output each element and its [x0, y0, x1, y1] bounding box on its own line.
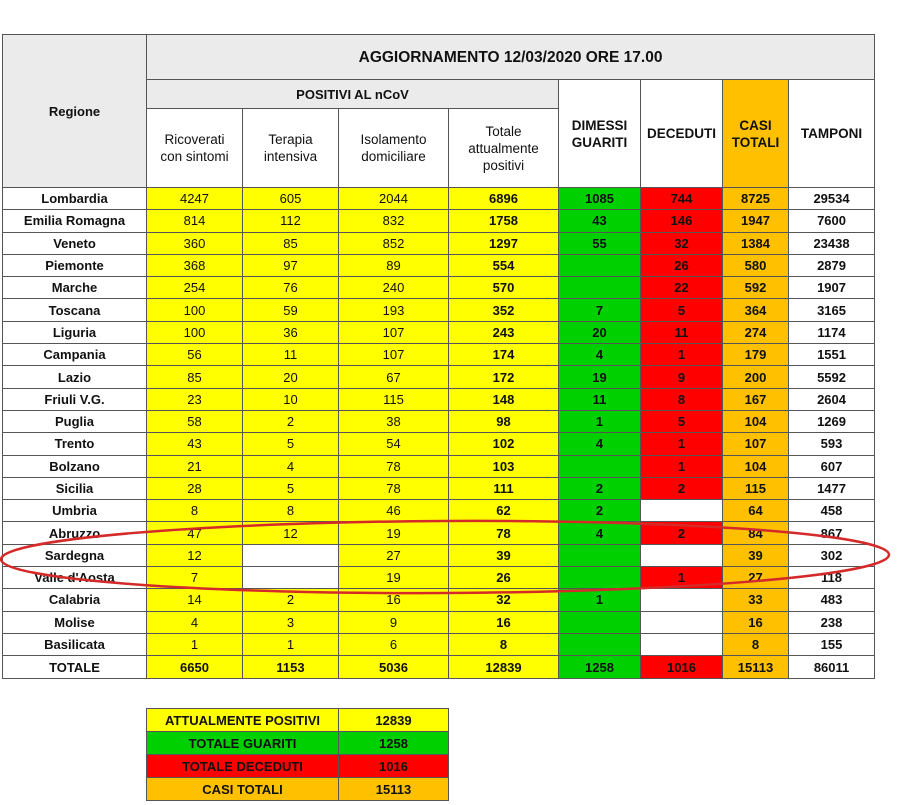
cell-tot: 103 [449, 455, 559, 477]
header-region: Regione [3, 35, 147, 188]
cell-ter: 85 [243, 232, 339, 254]
cell-ter: 20 [243, 366, 339, 388]
summary-label: TOTALE DECEDUTI [147, 755, 339, 778]
cell-dec: 8 [641, 388, 723, 410]
cell-dec: 1 [641, 567, 723, 589]
cell-dec: 5 [641, 410, 723, 432]
region-name: Lombardia [3, 188, 147, 210]
cell-tamp: 5592 [789, 366, 875, 388]
cell-casi: 200 [723, 366, 789, 388]
cell-ric: 360 [147, 232, 243, 254]
table-row [3, 589, 875, 611]
table-row [3, 455, 875, 477]
cell-iso: 832 [339, 210, 449, 232]
cell-tot: 32 [449, 589, 559, 611]
region-name: Trento [3, 433, 147, 455]
cell-dec: 1 [641, 455, 723, 477]
region-name: Abruzzo [3, 522, 147, 544]
table-row [3, 232, 875, 254]
cell-casi: 1947 [723, 210, 789, 232]
cell-ric: 85 [147, 366, 243, 388]
cell-iso: 46 [339, 500, 449, 522]
cell-dec: 2 [641, 522, 723, 544]
table-row [3, 388, 875, 410]
cell-casi: 84 [723, 522, 789, 544]
cell-ric: 43 [147, 433, 243, 455]
region-name: Basilicata [3, 633, 147, 655]
total-iso: 5036 [339, 656, 449, 679]
cell-dim: 43 [559, 210, 641, 232]
cell-casi: 64 [723, 500, 789, 522]
summary-label: ATTUALMENTE POSITIVI [147, 709, 339, 732]
total-tot: 12839 [449, 656, 559, 679]
cell-ter: 12 [243, 522, 339, 544]
cell-ter: 36 [243, 321, 339, 343]
cell-ter: 11 [243, 344, 339, 366]
header-ricoverati: Ricoverati con sintomi [147, 109, 243, 188]
cell-dim: 20 [559, 321, 641, 343]
cell-tamp: 1551 [789, 344, 875, 366]
cell-ric: 4 [147, 611, 243, 633]
cell-dec [641, 611, 723, 633]
cell-casi: 580 [723, 254, 789, 276]
cell-dim: 55 [559, 232, 641, 254]
table-row [3, 544, 875, 566]
cell-casi: 592 [723, 277, 789, 299]
region-name: Emilia Romagna [3, 210, 147, 232]
cell-dec: 11 [641, 321, 723, 343]
cell-tamp: 302 [789, 544, 875, 566]
summary-row [147, 709, 449, 732]
summary-table [146, 708, 449, 801]
table-row [3, 344, 875, 366]
cell-dim: 2 [559, 477, 641, 499]
cell-iso: 193 [339, 299, 449, 321]
table-row [3, 410, 875, 432]
cell-iso: 16 [339, 589, 449, 611]
total-region: TOTALE [3, 656, 147, 679]
region-name: Toscana [3, 299, 147, 321]
cell-dim: 2 [559, 500, 641, 522]
cell-ter: 97 [243, 254, 339, 276]
cell-dim [559, 277, 641, 299]
cell-tamp: 1907 [789, 277, 875, 299]
cell-ter: 5 [243, 477, 339, 499]
header-terapia: Terapia intensiva [243, 109, 339, 188]
cell-iso: 78 [339, 477, 449, 499]
header-isolamento: Isolamento domiciliare [339, 109, 449, 188]
cell-iso: 240 [339, 277, 449, 299]
cell-ter: 2 [243, 410, 339, 432]
summary-row [147, 732, 449, 755]
cell-dim [559, 567, 641, 589]
cell-tot: 1297 [449, 232, 559, 254]
region-name: Calabria [3, 589, 147, 611]
cell-tamp: 2879 [789, 254, 875, 276]
cell-tot: 1758 [449, 210, 559, 232]
cell-ter: 4 [243, 455, 339, 477]
total-tamp: 86011 [789, 656, 875, 679]
region-name: Friuli V.G. [3, 388, 147, 410]
summary-label: CASI TOTALI [147, 778, 339, 801]
summary-value: 12839 [339, 709, 449, 732]
region-name: Molise [3, 611, 147, 633]
total-casi: 15113 [723, 656, 789, 679]
summary-label: TOTALE GUARITI [147, 732, 339, 755]
cell-tamp: 483 [789, 589, 875, 611]
cell-ric: 47 [147, 522, 243, 544]
cell-dim: 1085 [559, 188, 641, 210]
table-row [3, 611, 875, 633]
cell-ric: 7 [147, 567, 243, 589]
header-update: AGGIORNAMENTO 12/03/2020 ORE 17.00 [147, 35, 875, 80]
cell-iso: 115 [339, 388, 449, 410]
cell-casi: 33 [723, 589, 789, 611]
cell-casi: 16 [723, 611, 789, 633]
region-name: Liguria [3, 321, 147, 343]
cell-tot: 174 [449, 344, 559, 366]
cell-iso: 9 [339, 611, 449, 633]
cell-iso: 852 [339, 232, 449, 254]
table-row [3, 299, 875, 321]
region-name: Sardegna [3, 544, 147, 566]
table-row [3, 188, 875, 210]
cell-ric: 814 [147, 210, 243, 232]
cell-dim [559, 611, 641, 633]
cell-dec [641, 633, 723, 655]
cell-tot: 570 [449, 277, 559, 299]
table-row [3, 522, 875, 544]
cell-dim: 1 [559, 589, 641, 611]
table-row [3, 500, 875, 522]
total-dim: 1258 [559, 656, 641, 679]
cell-dec: 1 [641, 344, 723, 366]
cell-iso: 89 [339, 254, 449, 276]
cell-dim [559, 455, 641, 477]
table-body [3, 188, 875, 679]
region-name: Umbria [3, 500, 147, 522]
table-row [3, 433, 875, 455]
cell-tamp: 458 [789, 500, 875, 522]
cell-iso: 78 [339, 455, 449, 477]
region-name: Bolzano [3, 455, 147, 477]
cell-tamp: 1477 [789, 477, 875, 499]
cell-casi: 1384 [723, 232, 789, 254]
cell-tot: 8 [449, 633, 559, 655]
cell-tot: 98 [449, 410, 559, 432]
cell-dim: 11 [559, 388, 641, 410]
table-row [3, 567, 875, 589]
cell-ter: 8 [243, 500, 339, 522]
cell-ric: 4247 [147, 188, 243, 210]
cell-ter [243, 544, 339, 566]
cell-dec: 744 [641, 188, 723, 210]
cell-ric: 56 [147, 344, 243, 366]
cell-dim: 1 [559, 410, 641, 432]
region-name: Marche [3, 277, 147, 299]
cell-dim: 19 [559, 366, 641, 388]
cell-iso: 107 [339, 321, 449, 343]
cell-tot: 102 [449, 433, 559, 455]
cell-tot: 39 [449, 544, 559, 566]
total-ter: 1153 [243, 656, 339, 679]
cell-dec: 2 [641, 477, 723, 499]
cell-ter: 5 [243, 433, 339, 455]
cell-casi: 8 [723, 633, 789, 655]
region-name: Campania [3, 344, 147, 366]
cell-tamp: 1174 [789, 321, 875, 343]
cell-ric: 28 [147, 477, 243, 499]
cell-tamp: 593 [789, 433, 875, 455]
cell-tot: 111 [449, 477, 559, 499]
cell-ric: 254 [147, 277, 243, 299]
cell-ter: 1 [243, 633, 339, 655]
cell-tamp: 155 [789, 633, 875, 655]
cell-casi: 39 [723, 544, 789, 566]
cell-tamp: 29534 [789, 188, 875, 210]
cell-tamp: 238 [789, 611, 875, 633]
cell-iso: 38 [339, 410, 449, 432]
summary-row [147, 755, 449, 778]
cell-ter: 76 [243, 277, 339, 299]
cell-ric: 100 [147, 321, 243, 343]
summary-value: 15113 [339, 778, 449, 801]
cell-dec: 9 [641, 366, 723, 388]
cell-dim [559, 544, 641, 566]
cell-ric: 8 [147, 500, 243, 522]
region-name: Veneto [3, 232, 147, 254]
cell-casi: 104 [723, 455, 789, 477]
header-deceduti: DECEDUTI [641, 80, 723, 188]
cell-dim [559, 254, 641, 276]
cell-dim: 4 [559, 344, 641, 366]
cell-dim: 4 [559, 433, 641, 455]
cell-ric: 1 [147, 633, 243, 655]
total-dec: 1016 [641, 656, 723, 679]
cell-casi: 179 [723, 344, 789, 366]
header-dimessi: DIMESSI GUARITI [559, 80, 641, 188]
cell-casi: 364 [723, 299, 789, 321]
cell-tot: 16 [449, 611, 559, 633]
header-casi: CASI TOTALI [723, 80, 789, 188]
covid-regional-table [2, 34, 875, 679]
cell-tamp: 3165 [789, 299, 875, 321]
cell-dec: 26 [641, 254, 723, 276]
cell-tamp: 1269 [789, 410, 875, 432]
total-row [3, 656, 875, 679]
cell-iso: 19 [339, 522, 449, 544]
cell-iso: 19 [339, 567, 449, 589]
cell-casi: 107 [723, 433, 789, 455]
cell-iso: 67 [339, 366, 449, 388]
cell-ter: 2 [243, 589, 339, 611]
cell-casi: 27 [723, 567, 789, 589]
cell-tot: 172 [449, 366, 559, 388]
cell-tamp: 7600 [789, 210, 875, 232]
cell-dec [641, 544, 723, 566]
cell-dec: 146 [641, 210, 723, 232]
table-row [3, 254, 875, 276]
cell-casi: 104 [723, 410, 789, 432]
cell-dec: 5 [641, 299, 723, 321]
region-name: Sicilia [3, 477, 147, 499]
cell-dec [641, 500, 723, 522]
cell-tamp: 607 [789, 455, 875, 477]
cell-ter [243, 567, 339, 589]
summary-row [147, 778, 449, 801]
table-row [3, 633, 875, 655]
region-name: Valle d'Aosta [3, 567, 147, 589]
total-ric: 6650 [147, 656, 243, 679]
cell-iso: 6 [339, 633, 449, 655]
cell-casi: 274 [723, 321, 789, 343]
cell-tot: 148 [449, 388, 559, 410]
cell-casi: 115 [723, 477, 789, 499]
cell-ric: 58 [147, 410, 243, 432]
header-tamponi: TAMPONI [789, 80, 875, 188]
region-name: Lazio [3, 366, 147, 388]
cell-tot: 78 [449, 522, 559, 544]
cell-ric: 100 [147, 299, 243, 321]
header-positivi: POSITIVI AL nCoV [147, 80, 559, 109]
table-row [3, 321, 875, 343]
cell-tot: 554 [449, 254, 559, 276]
summary-value: 1016 [339, 755, 449, 778]
cell-ter: 3 [243, 611, 339, 633]
cell-ter: 605 [243, 188, 339, 210]
cell-ter: 59 [243, 299, 339, 321]
cell-tamp: 2604 [789, 388, 875, 410]
cell-casi: 167 [723, 388, 789, 410]
cell-tamp: 118 [789, 567, 875, 589]
cell-ter: 112 [243, 210, 339, 232]
cell-dec: 1 [641, 433, 723, 455]
cell-ter: 10 [243, 388, 339, 410]
cell-dim: 7 [559, 299, 641, 321]
table-row [3, 277, 875, 299]
cell-iso: 54 [339, 433, 449, 455]
region-name: Puglia [3, 410, 147, 432]
cell-iso: 2044 [339, 188, 449, 210]
cell-ric: 23 [147, 388, 243, 410]
cell-dec: 22 [641, 277, 723, 299]
table-row [3, 366, 875, 388]
cell-tot: 26 [449, 567, 559, 589]
cell-tot: 62 [449, 500, 559, 522]
cell-dim [559, 633, 641, 655]
summary-value: 1258 [339, 732, 449, 755]
cell-iso: 27 [339, 544, 449, 566]
cell-iso: 107 [339, 344, 449, 366]
cell-tot: 352 [449, 299, 559, 321]
header-totale-positivi: Totale attualmente positivi [449, 109, 559, 188]
table-row [3, 210, 875, 232]
cell-dec: 32 [641, 232, 723, 254]
cell-dim: 4 [559, 522, 641, 544]
cell-dec [641, 589, 723, 611]
cell-casi: 8725 [723, 188, 789, 210]
cell-tot: 6896 [449, 188, 559, 210]
table-row [3, 477, 875, 499]
cell-ric: 368 [147, 254, 243, 276]
cell-tamp: 23438 [789, 232, 875, 254]
cell-ric: 21 [147, 455, 243, 477]
region-name: Piemonte [3, 254, 147, 276]
cell-tamp: 867 [789, 522, 875, 544]
cell-ric: 14 [147, 589, 243, 611]
cell-ric: 12 [147, 544, 243, 566]
cell-tot: 243 [449, 321, 559, 343]
